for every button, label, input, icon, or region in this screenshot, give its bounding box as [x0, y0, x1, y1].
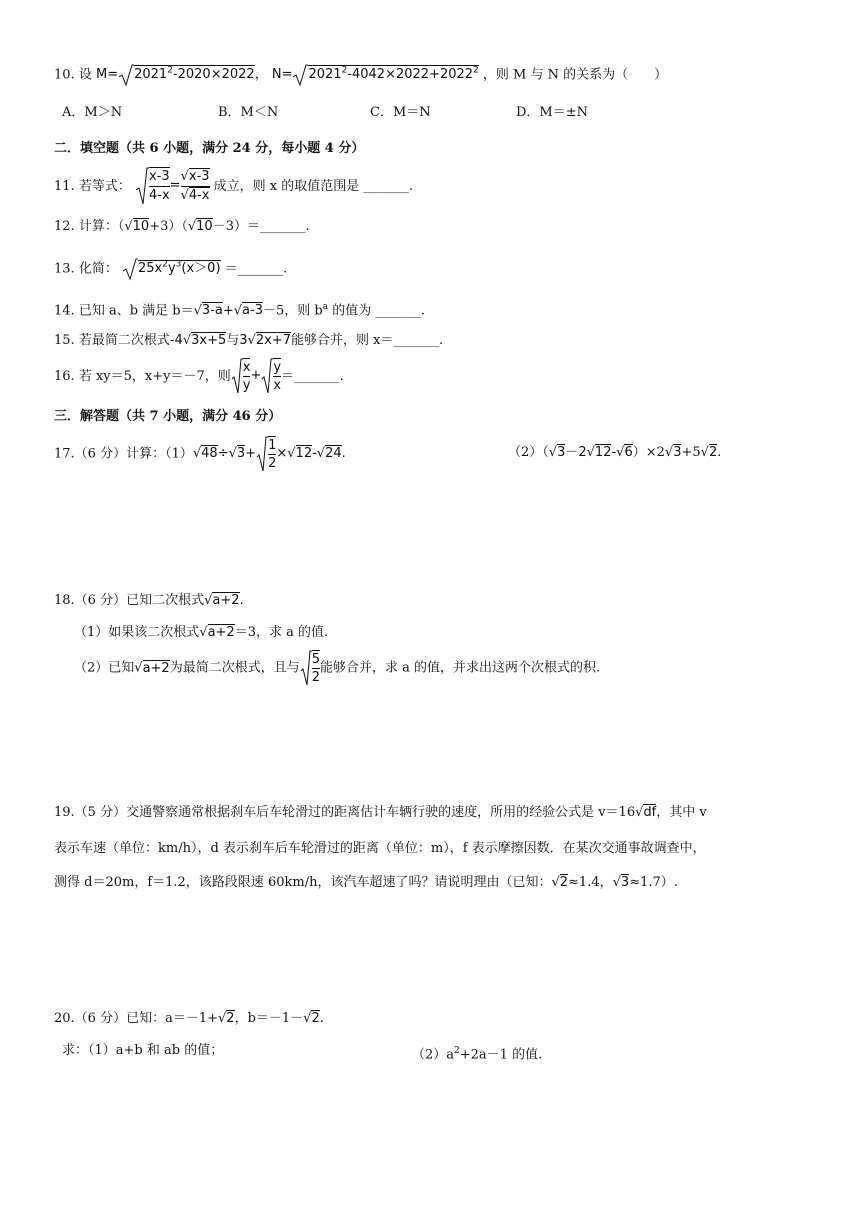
question-14	[54, 296, 425, 322]
math-expression: √10	[124, 219, 150, 234]
question-lead: 若 xy＝5，x+y＝－7，则	[78, 368, 231, 384]
question-number: 11.	[54, 178, 75, 194]
part-label: （2）（	[508, 445, 549, 460]
question-16	[54, 356, 344, 397]
radical-sign-icon	[256, 435, 268, 473]
m-label: M=	[95, 67, 119, 83]
question-number: 10.	[54, 67, 75, 83]
question-tail: 成立，则 x 的取值范围是 _______.	[213, 178, 414, 194]
question-15	[54, 330, 443, 352]
question-text: ，其中 v	[656, 805, 707, 820]
math-expression: √a+2	[199, 625, 235, 640]
math-expression: $\frac{x}{y}$ + $\frac{y}{x}$	[231, 356, 281, 397]
math-expression: √10	[187, 219, 213, 234]
question-mid: ，b＝－1－	[234, 1011, 304, 1026]
math-expression: √3－2√12-√6	[548, 445, 633, 460]
math-expression: $\frac{x-3}{4-x}$ = $\frac{√x-3}{√4-x}$	[135, 166, 210, 207]
section-title-fill-in: 二．填空题（共 6 小题，满分 24 分，每小题 4 分）	[54, 141, 365, 156]
question-tail: ＝_______.	[281, 368, 344, 384]
question-lead: 20.（6 分）已知：a＝－1+	[54, 1011, 218, 1026]
math-expression: √2.	[700, 445, 722, 460]
question-text: ≈1.7）.	[629, 875, 678, 890]
question-lead: 计算：（	[78, 219, 125, 234]
option-b: B．M＜N	[218, 105, 279, 120]
part-text: +2a－1 的值.	[459, 1047, 543, 1063]
question-10	[54, 60, 667, 87]
question-tail: 的值为 _______.	[328, 303, 425, 319]
question-11	[54, 166, 413, 207]
part-text: （1）如果该二次根式	[74, 625, 200, 640]
question-18-part-1	[74, 622, 328, 644]
math-expression: √3	[612, 875, 630, 890]
math-expression: √48÷√3+ $\frac{1}{2}$ ×√12-√24.	[193, 434, 346, 474]
question-lead: 18.（6 分）已知二次根式	[54, 593, 205, 608]
question-tail: －3）＝_______.	[212, 219, 310, 234]
radical-sign-icon	[118, 63, 134, 87]
question-lead: 若等式：	[78, 178, 131, 194]
math-expression: $\frac{5}{2}$	[300, 648, 320, 688]
math-expression: √2	[218, 1011, 235, 1026]
math-expression: $M= 2021^2-2020\times 2022$， $N= 2021^2-4042\times 2022+2022^2$	[96, 67, 483, 82]
question-tail: 能够合并，则 x＝_______.	[290, 333, 444, 348]
math-expression: √2	[303, 1011, 320, 1026]
option-c: C．M＝N	[370, 105, 431, 120]
radicand: $2021^2-4042\times 2022+2022^2$	[308, 66, 479, 83]
part-text: （2）已知	[74, 660, 135, 676]
question-19-line-1	[54, 802, 707, 824]
question-number: 15.	[54, 333, 75, 348]
radical-sign-icon	[292, 63, 308, 87]
math-expression: √a+2.	[204, 593, 244, 608]
question-20	[54, 1008, 324, 1030]
radical-sign-icon	[261, 357, 273, 395]
question-number: 13.	[54, 261, 75, 277]
part-text: ）×2	[632, 445, 665, 460]
math-expression: -4√3x+5	[169, 333, 227, 348]
option-a: A．M＞N	[62, 105, 123, 120]
radicand: $2021^2-2020\times 2022$	[134, 66, 255, 83]
part-text: 能够合并，求 a 的值，并求出这两个次根式的积.	[320, 660, 601, 676]
radical-sign-icon	[231, 357, 243, 395]
part-text: 为最简二次根式，且与	[169, 660, 300, 676]
radicand: $25x^2y^3(x>0)$	[137, 260, 221, 277]
question-17	[54, 434, 346, 475]
math-expression: √3	[664, 445, 682, 460]
question-number: 12.	[54, 219, 75, 234]
question-tail: ＝_______.	[224, 261, 288, 277]
section-title-answer: 三．解答题（共 7 小题，满分 46 分）	[54, 409, 282, 424]
question-number: 16.	[54, 368, 75, 384]
question-18-part-2	[74, 648, 600, 689]
question-end: .	[319, 1011, 324, 1026]
option-d: D．M＝±N	[516, 105, 589, 120]
question-tail: ，则 M 与 N 的关系为（ ）	[482, 67, 668, 83]
exponent: a	[322, 302, 329, 312]
fraction: $\frac{√x-3}{√4-x}$	[180, 168, 210, 203]
exponent: 2	[454, 1046, 460, 1056]
math-expression: √3-a+√a-3	[193, 303, 263, 319]
question-tail: －5，则 b	[262, 303, 323, 319]
radical-sign-icon	[135, 166, 149, 206]
question-19-line-2: 表示车速（单位：km/h），d 表示刹车后车轮滑过的距离（单位：m），f 表示摩擦因数．在某次交通事故调查中，	[54, 841, 706, 856]
question-text: 测得 d＝20m，f＝1.2，该路段限速 60km/h，该汽车超速了吗？请说明理由（已知：	[54, 875, 552, 890]
question-mid: 与	[226, 333, 240, 348]
question-20-part-2	[412, 1040, 542, 1066]
question-18	[54, 590, 244, 612]
math-expression: √2	[551, 875, 569, 890]
question-20-part-1: 求：（1）a+b 和 ab 的值；	[62, 1043, 224, 1058]
question-lead: 已知 a、b 满足 b＝	[78, 303, 194, 319]
question-12	[54, 216, 310, 238]
question-text: ≈1.4，	[568, 875, 613, 890]
n-label: N=	[271, 67, 293, 83]
question-mid: +3）（	[149, 219, 188, 234]
question-lead: 若最简二次根式	[78, 333, 170, 348]
question-19-line-3	[54, 872, 678, 894]
question-number: 14.	[54, 303, 75, 319]
math-expression: √a+2	[134, 660, 170, 676]
math-expression	[122, 261, 221, 276]
radical-sign-icon	[122, 257, 138, 281]
radical-sign-icon	[300, 649, 312, 687]
part-text: （2）a	[412, 1047, 455, 1063]
part-text: ＝3，求 a 的值.	[234, 625, 329, 640]
question-17-part-2	[508, 442, 721, 464]
question-lead: 设	[78, 67, 92, 83]
question-text: 19.（5 分）交通警察通常根据刹车后车轮滑过的距离估计车辆行驶的速度，所用的经验公式是 v＝16	[54, 805, 636, 820]
question-lead: 化简：	[78, 261, 118, 277]
math-expression: 3√2x+7	[239, 333, 291, 348]
question-13	[54, 254, 287, 281]
fraction: $\frac{x-3}{4-x}$	[148, 169, 170, 203]
math-expression: √df	[635, 805, 657, 820]
question-lead: 17.（6 分）计算：（1）	[54, 446, 193, 462]
part-text: +5	[681, 445, 701, 460]
